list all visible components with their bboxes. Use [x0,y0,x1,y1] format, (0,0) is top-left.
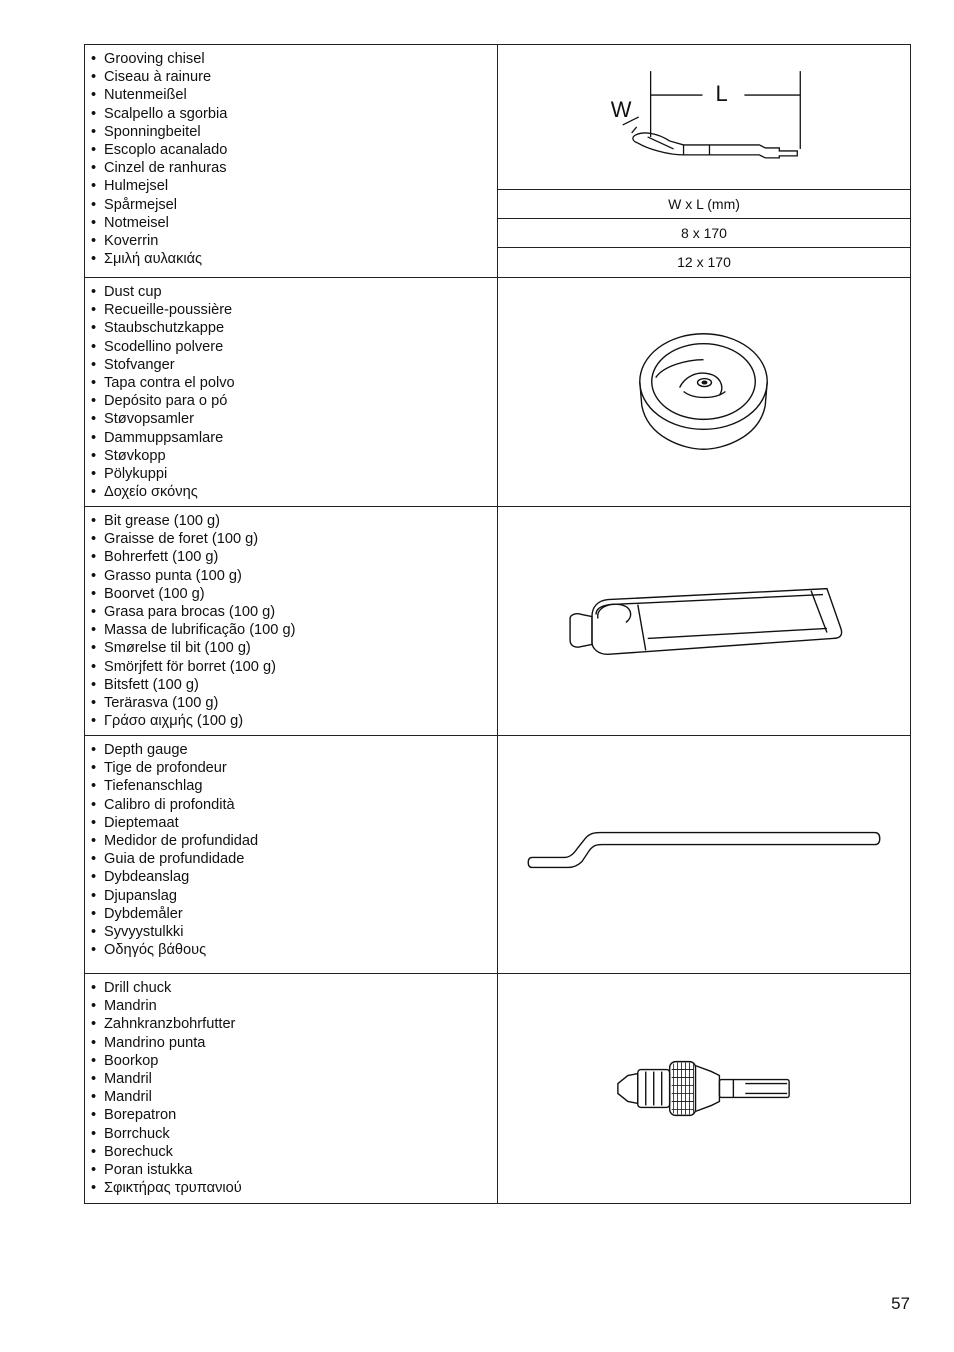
list-item: • Drill chuck [90,979,497,997]
dust-cup-illustration [498,278,910,506]
table-row [85,278,911,507]
list-item: • Ciseau à rainure [90,68,497,86]
figure-cell [498,278,911,506]
list-item: • Cinzel de ranhuras [90,159,497,177]
list-item: • Grasa para brocas (100 g) [90,603,497,621]
names-list [90,741,497,959]
list-item: • Nutenmeißel [90,86,497,104]
list-item: • Recueille-poussière [90,301,497,319]
figure-cell [498,45,911,277]
list-item: • Syvyystulkki [90,923,497,941]
list-item: • Σφικτήρας τρυπανιού [90,1179,497,1197]
list-item: • Staubschutzkappe [90,319,497,337]
list-item: • Medidor de profundidad [90,832,497,850]
list-item: • Οδηγός βάθους [90,941,497,959]
list-item: • Hulmejsel [90,177,497,195]
list-item: • Støvopsamler [90,410,497,428]
figure-cell [498,736,911,973]
names-cell [85,736,498,973]
list-item: • Boorvet (100 g) [90,585,497,603]
list-item: • Σμιλή αυλακιάς [90,250,497,268]
list-item: • Koverrin [90,232,497,250]
names-cell [85,278,498,506]
spec-value: 12 x 170 [498,247,910,277]
list-item: • Pölykuppi [90,465,497,483]
list-item: • Boorkop [90,1052,497,1070]
list-item: • Borepatron [90,1106,497,1124]
table-row [85,736,911,974]
table-row [85,45,911,278]
list-item: • Notmeisel [90,214,497,232]
grooving-chisel-illustration [498,45,910,189]
list-item: • Depth gauge [90,741,497,759]
list-item: • Graisse de foret (100 g) [90,530,497,548]
list-item: • Støvkopp [90,447,497,465]
list-item: • Terärasva (100 g) [90,694,497,712]
list-item: • Smørelse til bit (100 g) [90,639,497,657]
list-item: • Smörjfett för borret (100 g) [90,658,497,676]
list-item: • Bitsfett (100 g) [90,676,497,694]
chisel-figure-area [498,45,910,189]
list-item: • Grasso punta (100 g) [90,567,497,585]
list-item: • Poran istukka [90,1161,497,1179]
list-item: • Tiefenanschlag [90,777,497,795]
list-item: • Stofvanger [90,356,497,374]
list-item: • Grooving chisel [90,50,497,68]
names-list [90,50,497,268]
drill-chuck-illustration [498,974,910,1203]
list-item: • Escoplo acanalado [90,141,497,159]
names-cell [85,507,498,735]
length-label: L [715,81,728,107]
list-item: • Sponningbeitel [90,123,497,141]
list-item: • Zahnkranzbohrfutter [90,1015,497,1033]
spec-value: 8 x 170 [498,218,910,247]
list-item: • Scalpello a sgorbia [90,105,497,123]
list-item: • Dammuppsamlare [90,429,497,447]
list-item: • Spårmejsel [90,196,497,214]
accessories-table [84,44,911,1204]
list-item: • Dybdeanslag [90,868,497,886]
list-item: • Dybdemåler [90,905,497,923]
list-item: • Mandrin [90,997,497,1015]
figure-cell [498,974,911,1203]
depth-gauge-illustration [498,736,910,973]
list-item: • Guia de profundidade [90,850,497,868]
list-item: • Scodellino polvere [90,338,497,356]
list-item: • Mandril [90,1088,497,1106]
list-item: • Γράσο αιχμής (100 g) [90,712,497,730]
names-cell [85,45,498,277]
list-item: • Dieptemaat [90,814,497,832]
names-list [90,283,497,501]
list-item: • Bohrerfett (100 g) [90,548,497,566]
list-item: • Borrchuck [90,1125,497,1143]
figure-cell [498,507,911,735]
list-item: • Massa de lubrificação (100 g) [90,621,497,639]
list-item: • Δοχείο σκόνης [90,483,497,501]
names-cell [85,974,498,1203]
width-label: W [610,97,632,122]
names-list [90,979,497,1197]
grease-tube-illustration [498,507,910,735]
list-item: • Bit grease (100 g) [90,512,497,530]
list-item: • Mandril [90,1070,497,1088]
spec-header: W x L (mm) [498,189,910,218]
list-item: • Mandrino punta [90,1034,497,1052]
list-item: • Dust cup [90,283,497,301]
table-row [85,974,911,1204]
list-item: • Borechuck [90,1143,497,1161]
page-number: 57 [891,1294,910,1313]
list-item: • Djupanslag [90,887,497,905]
names-list [90,512,497,730]
list-item: • Depósito para o pó [90,392,497,410]
list-item: • Tapa contra el polvo [90,374,497,392]
list-item: • Tige de profondeur [90,759,497,777]
table-row [85,507,911,736]
list-item: • Calibro di profondità [90,796,497,814]
